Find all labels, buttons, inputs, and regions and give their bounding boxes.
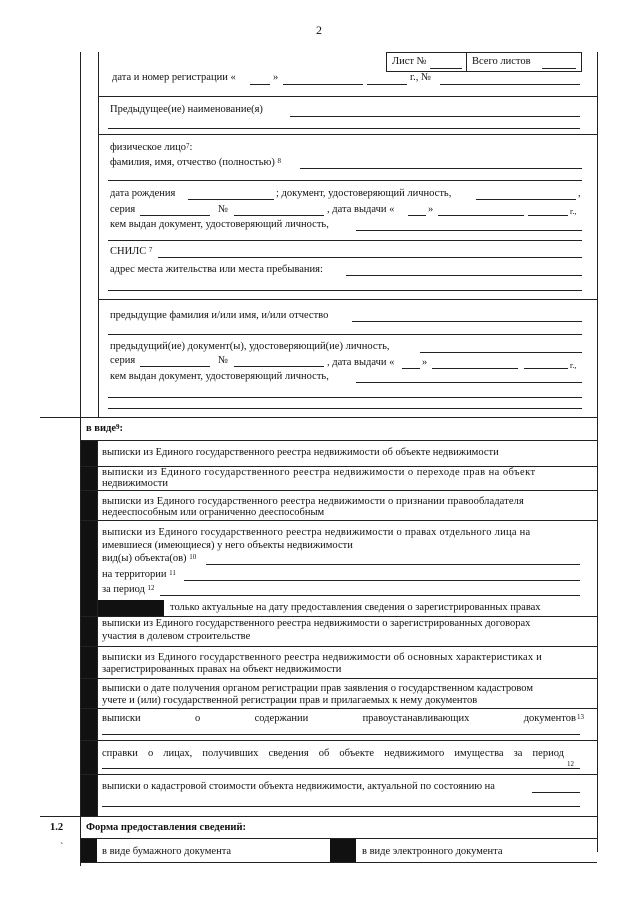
sheet-number-blank[interactable] bbox=[430, 68, 462, 69]
issue-quote-close: » bbox=[428, 204, 434, 215]
prev-issue-quote-close: » bbox=[422, 357, 428, 368]
checkbox-o4[interactable] bbox=[81, 520, 97, 616]
left-margin-line-2 bbox=[98, 52, 99, 417]
page-number: 2 bbox=[316, 23, 322, 37]
option-transfer-rights-l1: выписки из Единого государственного реестра недвижимости о переходе прав на объект bbox=[102, 467, 536, 478]
row-divider bbox=[98, 299, 598, 300]
prev-issued-by-label: кем выдан документ, удостоверяющий личность, bbox=[110, 371, 329, 382]
section-divider bbox=[40, 417, 598, 418]
row-divider bbox=[80, 520, 597, 521]
registration-label: дата и номер регистрации « bbox=[112, 72, 236, 83]
object-kind-label: вид(ы) объекта(ов) $^{10}$ bbox=[102, 553, 197, 564]
number-blank[interactable] bbox=[234, 215, 324, 216]
prev-fio-label: предыдущие фамилия и/или имя, и/или отчество bbox=[110, 310, 329, 321]
object-kind-blank[interactable] bbox=[206, 564, 580, 565]
total-sheets-blank[interactable] bbox=[542, 68, 576, 69]
reg-year-blank[interactable] bbox=[367, 84, 407, 85]
checkbox-o9[interactable] bbox=[81, 740, 97, 774]
stray-mark: ` bbox=[60, 842, 64, 853]
row-divider bbox=[80, 440, 597, 441]
row-divider bbox=[80, 616, 597, 617]
period-blank[interactable] bbox=[160, 595, 580, 596]
id-doc-label: ; документ, удостоверяющий личность, bbox=[276, 188, 452, 199]
prev-issued-by-blank-3[interactable] bbox=[108, 408, 582, 409]
prev-issue-date-label: , дата выдачи « bbox=[327, 357, 395, 368]
checkbox-o10[interactable] bbox=[81, 774, 97, 816]
reg-month-blank[interactable] bbox=[283, 84, 363, 85]
paper-form-label: в виде бумажного документа bbox=[102, 846, 232, 857]
birth-label: дата рождения bbox=[110, 188, 176, 199]
previous-name-blank-2[interactable] bbox=[108, 128, 580, 129]
checkbox-o1[interactable] bbox=[81, 440, 97, 466]
option-application-date-l2: учете и (или) государственной регистрации прав и прилагаемых к нему документов bbox=[102, 695, 478, 706]
prev-series-label: серия bbox=[110, 355, 136, 366]
previous-name-label: Предыдущее(ие) наименование(я) bbox=[110, 104, 263, 115]
row-divider bbox=[80, 490, 597, 491]
option-person-rights-l2: имевшиеся (имеющиеся) у него объекты недвижимости bbox=[102, 540, 353, 551]
snils-blank[interactable] bbox=[158, 257, 582, 258]
option-title-documents: выписки о содержании правоустанавливающих документов bbox=[102, 713, 576, 724]
prev-issue-year-label: г., bbox=[570, 361, 577, 370]
title-documents-sup: 13 bbox=[577, 713, 584, 721]
checkbox-o7[interactable] bbox=[81, 678, 97, 708]
option-transfer-rights-l2: недвижимости bbox=[102, 478, 168, 489]
option-egrn-object: выписки из Единого государственного реестра недвижимости об объекте недвижимости bbox=[102, 447, 499, 458]
prev-number-blank[interactable] bbox=[234, 366, 324, 367]
series-blank[interactable] bbox=[140, 215, 210, 216]
period-label: за период $^{12}$ bbox=[102, 584, 155, 595]
right-border-line bbox=[597, 52, 598, 852]
checkbox-o2[interactable] bbox=[81, 466, 97, 490]
issued-by-blank-1[interactable] bbox=[356, 230, 582, 231]
section-12-title: Форма предоставления сведений: bbox=[86, 822, 247, 833]
persons-info-sup: 12 bbox=[567, 760, 574, 768]
prev-fio-blank-2[interactable] bbox=[108, 334, 582, 335]
option-incapacity-l1: выписки из Единого государственного реестра недвижимости о признании правообладателя bbox=[102, 496, 524, 507]
address-label: адрес места жительства или места пребывания: bbox=[110, 264, 323, 275]
prev-number-label: № bbox=[218, 355, 229, 366]
prev-issue-day-blank[interactable] bbox=[402, 368, 420, 369]
actual-only-label: только актуальные на дату предоставления сведения о зарегистрированных правах bbox=[170, 602, 541, 613]
persons-info-blank[interactable] bbox=[102, 768, 580, 769]
row-divider bbox=[80, 646, 597, 647]
cadastral-value-blank-1[interactable] bbox=[532, 792, 580, 793]
number-label: № bbox=[218, 204, 229, 215]
row-divider bbox=[80, 678, 597, 679]
issue-year-label: г., bbox=[570, 207, 577, 216]
territory-label: на территории $^{11}$ bbox=[102, 569, 176, 580]
checkbox-paper[interactable] bbox=[81, 839, 97, 862]
address-blank-1[interactable] bbox=[346, 275, 582, 276]
id-doc-comma: , bbox=[578, 188, 581, 199]
title-documents-blank[interactable] bbox=[102, 734, 580, 735]
birth-blank[interactable] bbox=[188, 199, 274, 200]
prev-docs-label: предыдущий(ие) документ(ы), удостоверяющий(ие) личность, bbox=[110, 341, 390, 352]
address-blank-2[interactable] bbox=[108, 290, 582, 291]
row-divider bbox=[80, 740, 597, 741]
row-divider bbox=[80, 774, 597, 775]
checkbox-o8[interactable] bbox=[81, 708, 97, 740]
issue-year-blank[interactable] bbox=[528, 215, 568, 216]
section-12-number: 1.2 bbox=[50, 822, 64, 833]
previous-name-blank-1[interactable] bbox=[290, 116, 580, 117]
option-main-characteristics-l2: зарегистрированных правах на объект недвижимости bbox=[102, 664, 342, 675]
electronic-form-label: в виде электронного документа bbox=[362, 846, 503, 857]
checkbox-o5[interactable] bbox=[81, 616, 97, 646]
checkbox-electronic[interactable] bbox=[330, 839, 356, 862]
row-divider bbox=[80, 862, 597, 863]
row-divider bbox=[98, 96, 598, 97]
issued-by-blank-2[interactable] bbox=[108, 240, 582, 241]
option-shared-construction-l2: участия в долевом строительстве bbox=[102, 631, 251, 642]
prev-fio-blank-1[interactable] bbox=[352, 321, 582, 322]
reg-number-blank[interactable] bbox=[440, 84, 580, 85]
fio-blank-2[interactable] bbox=[108, 180, 582, 181]
option-shared-construction-l1: выписки из Единого государственного реестра недвижимости о зарегистрированных договорах bbox=[102, 618, 531, 629]
reg-quote-close: » bbox=[273, 72, 279, 83]
snils-label: СНИЛС $^7$ bbox=[110, 246, 153, 257]
issue-day-blank[interactable] bbox=[408, 215, 426, 216]
prev-issue-month-blank[interactable] bbox=[432, 368, 518, 369]
sheet-number-label: Лист № bbox=[392, 56, 427, 67]
fio-label: фамилия, имя, отчество (полностью) $^8$ bbox=[110, 157, 282, 168]
option-main-characteristics-l1: выписки из Единого государственного реестра недвижимости об основных характеристиках и bbox=[102, 652, 542, 663]
row-divider bbox=[40, 816, 598, 817]
issued-by-label: кем выдан документ, удостоверяющий личность, bbox=[110, 219, 329, 230]
checkbox-o6[interactable] bbox=[81, 646, 97, 678]
reg-day-blank[interactable] bbox=[250, 84, 270, 85]
territory-blank[interactable] bbox=[184, 580, 580, 581]
prev-issued-by-blank-1[interactable] bbox=[356, 382, 582, 383]
prev-docs-blank[interactable] bbox=[420, 352, 582, 353]
row-divider bbox=[80, 708, 597, 709]
cadastral-value-blank-2[interactable] bbox=[102, 806, 580, 807]
sheet-box-divider bbox=[466, 52, 467, 71]
total-sheets-label: Всего листов bbox=[472, 56, 531, 67]
in-form-label: в виде$^9$: bbox=[86, 423, 123, 434]
id-doc-blank[interactable] bbox=[476, 199, 576, 200]
option-persons-info: справки о лицах, получивших сведения об объекте недвижимого имущества за период bbox=[102, 748, 564, 759]
reg-year-label: г., № bbox=[410, 72, 432, 83]
prev-issue-year-blank[interactable] bbox=[524, 368, 568, 369]
option-incapacity-l2: недееспособным или ограниченно дееспособным bbox=[102, 507, 325, 518]
issue-month-blank[interactable] bbox=[438, 215, 524, 216]
checkbox-o3[interactable] bbox=[81, 490, 97, 520]
options-left-line bbox=[97, 440, 98, 816]
fio-blank-1[interactable] bbox=[300, 168, 582, 169]
option-application-date-l1: выписки о дате получения органом регистрации прав заявления о государственном кадастровом bbox=[102, 683, 533, 694]
issue-date-label: , дата выдачи « bbox=[327, 204, 395, 215]
prev-series-blank[interactable] bbox=[140, 366, 210, 367]
series-label: серия bbox=[110, 204, 136, 215]
row-divider bbox=[98, 134, 598, 135]
option-cadastral-value: выписки о кадастровой стоимости объекта недвижимости, актуальной по состоянию на bbox=[102, 781, 495, 792]
option-person-rights-l1: выписки из Единого государственного реестра недвижимости о правах отдельного лица на bbox=[102, 527, 531, 538]
person-title: физическое лицо$^7$: bbox=[110, 142, 193, 153]
prev-issued-by-blank-2[interactable] bbox=[108, 397, 582, 398]
checkbox-actual-only[interactable] bbox=[98, 600, 164, 616]
